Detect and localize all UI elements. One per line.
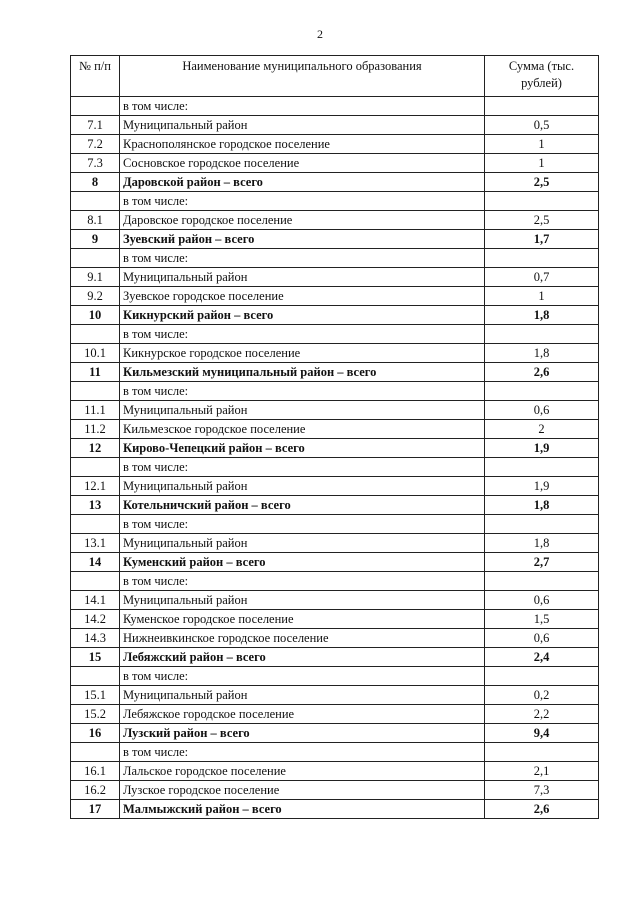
table-row: [71, 439, 599, 458]
row-sum: 2,4: [485, 648, 599, 667]
row-name: Котельничский район – всего: [120, 496, 485, 515]
row-name: Сосновское городское поселение: [120, 154, 485, 173]
budget-table: [70, 55, 599, 819]
table-row: [71, 534, 599, 553]
row-sum: 2,1: [485, 762, 599, 781]
row-name: Кирово-Чепецкий район – всего: [120, 439, 485, 458]
row-number: 14: [71, 553, 120, 572]
table-row: [71, 667, 599, 686]
row-name: в том числе:: [120, 667, 485, 686]
row-name: Муниципальный район: [120, 477, 485, 496]
row-name: Кильмезский муниципальный район – всего: [120, 363, 485, 382]
row-name: в том числе:: [120, 382, 485, 401]
row-name: Муниципальный район: [120, 591, 485, 610]
row-number: 10.1: [71, 344, 120, 363]
row-sum: [485, 382, 599, 401]
row-number: [71, 192, 120, 211]
table-row: [71, 306, 599, 325]
row-sum: [485, 458, 599, 477]
row-sum: 2,2: [485, 705, 599, 724]
table-row: [71, 705, 599, 724]
row-number: 12.1: [71, 477, 120, 496]
row-sum: 2,7: [485, 553, 599, 572]
row-number: [71, 667, 120, 686]
row-number: 9.1: [71, 268, 120, 287]
table-body: [71, 97, 599, 819]
row-name: в том числе:: [120, 192, 485, 211]
table-row: [71, 116, 599, 135]
row-number: [71, 743, 120, 762]
row-sum: 9,4: [485, 724, 599, 743]
row-number: [71, 458, 120, 477]
row-name: Лальское городское поселение: [120, 762, 485, 781]
row-sum: [485, 572, 599, 591]
table-row: [71, 211, 599, 230]
row-name: Муниципальный район: [120, 268, 485, 287]
table-row: [71, 363, 599, 382]
row-number: 15.1: [71, 686, 120, 705]
row-sum: 1,5: [485, 610, 599, 629]
row-name: Лебяжское городское поселение: [120, 705, 485, 724]
row-sum: [485, 325, 599, 344]
table-row: [71, 515, 599, 534]
row-number: 16: [71, 724, 120, 743]
row-number: 11.2: [71, 420, 120, 439]
row-number: 14.3: [71, 629, 120, 648]
row-name: Муниципальный район: [120, 116, 485, 135]
table-row: [71, 344, 599, 363]
table-row: [71, 192, 599, 211]
row-number: 13.1: [71, 534, 120, 553]
row-sum: 1: [485, 287, 599, 306]
row-name: в том числе:: [120, 515, 485, 534]
table-row: [71, 553, 599, 572]
row-sum: 7,3: [485, 781, 599, 800]
row-name: Муниципальный район: [120, 401, 485, 420]
table-row: [71, 230, 599, 249]
header-num: № п/п: [71, 56, 120, 97]
row-sum: 2: [485, 420, 599, 439]
row-number: 8: [71, 173, 120, 192]
table-row: [71, 762, 599, 781]
table-row: [71, 610, 599, 629]
row-number: 13: [71, 496, 120, 515]
row-number: [71, 382, 120, 401]
table-row: [71, 648, 599, 667]
row-number: [71, 515, 120, 534]
row-name: Куменский район – всего: [120, 553, 485, 572]
row-name: в том числе:: [120, 572, 485, 591]
table-header-row: [71, 56, 599, 97]
row-name: Кильмезское городское поселение: [120, 420, 485, 439]
row-number: [71, 325, 120, 344]
row-number: 7.2: [71, 135, 120, 154]
row-sum: 2,6: [485, 800, 599, 819]
table-row: [71, 458, 599, 477]
row-sum: 0,5: [485, 116, 599, 135]
row-name: Муниципальный район: [120, 534, 485, 553]
row-name: в том числе:: [120, 97, 485, 116]
row-number: 12: [71, 439, 120, 458]
row-sum: [485, 192, 599, 211]
table-row: [71, 743, 599, 762]
row-number: 15.2: [71, 705, 120, 724]
table-row: [71, 724, 599, 743]
row-sum: 0,6: [485, 629, 599, 648]
row-number: 7.3: [71, 154, 120, 173]
row-sum: [485, 667, 599, 686]
row-sum: [485, 515, 599, 534]
row-name: Кикнурский район – всего: [120, 306, 485, 325]
row-name: в том числе:: [120, 743, 485, 762]
table-row: [71, 154, 599, 173]
row-sum: 1: [485, 154, 599, 173]
row-number: 8.1: [71, 211, 120, 230]
row-number: 14.1: [71, 591, 120, 610]
row-number: 14.2: [71, 610, 120, 629]
table-row: [71, 591, 599, 610]
table-row: [71, 800, 599, 819]
row-number: 10: [71, 306, 120, 325]
row-number: 9.2: [71, 287, 120, 306]
table-row: [71, 572, 599, 591]
table-row: [71, 173, 599, 192]
row-name: Даровское городское поселение: [120, 211, 485, 230]
row-name: Зуевское городское поселение: [120, 287, 485, 306]
row-sum: 1,7: [485, 230, 599, 249]
row-number: [71, 97, 120, 116]
row-name: Лузский район – всего: [120, 724, 485, 743]
row-number: 17: [71, 800, 120, 819]
row-number: [71, 249, 120, 268]
row-number: 7.1: [71, 116, 120, 135]
row-number: 16.1: [71, 762, 120, 781]
table-row: [71, 420, 599, 439]
row-sum: 0,6: [485, 591, 599, 610]
table-row: [71, 325, 599, 344]
table-row: [71, 781, 599, 800]
table-row: [71, 287, 599, 306]
row-name: Даровской район – всего: [120, 173, 485, 192]
row-sum: 0,6: [485, 401, 599, 420]
row-name: Нижнеивкинское городское поселение: [120, 629, 485, 648]
header-sum: Сумма (тыс. рублей): [485, 56, 599, 97]
row-name: Куменское городское поселение: [120, 610, 485, 629]
row-name: Муниципальный район: [120, 686, 485, 705]
table-row: [71, 382, 599, 401]
row-number: [71, 572, 120, 591]
table-row: [71, 268, 599, 287]
table-row: [71, 629, 599, 648]
row-name: Лузское городское поселение: [120, 781, 485, 800]
row-sum: 1,8: [485, 496, 599, 515]
row-number: 16.2: [71, 781, 120, 800]
row-sum: 1,8: [485, 306, 599, 325]
table-row: [71, 135, 599, 154]
row-name: Малмыжский район – всего: [120, 800, 485, 819]
row-name: Лебяжский район – всего: [120, 648, 485, 667]
row-name: Краснополянское городское поселение: [120, 135, 485, 154]
table-row: [71, 249, 599, 268]
row-sum: 0,2: [485, 686, 599, 705]
row-sum: [485, 743, 599, 762]
row-sum: 1,9: [485, 477, 599, 496]
table-row: [71, 477, 599, 496]
table-row: [71, 401, 599, 420]
row-sum: 2,5: [485, 211, 599, 230]
row-name: Кикнурское городское поселение: [120, 344, 485, 363]
table-row: [71, 496, 599, 515]
row-sum: 1: [485, 135, 599, 154]
row-sum: 2,6: [485, 363, 599, 382]
row-sum: [485, 249, 599, 268]
row-sum: 0,7: [485, 268, 599, 287]
row-sum: 1,8: [485, 344, 599, 363]
row-sum: [485, 97, 599, 116]
table-row: [71, 97, 599, 116]
row-sum: 2,5: [485, 173, 599, 192]
page-number: 2: [317, 27, 323, 41]
row-number: 11: [71, 363, 120, 382]
row-number: 9: [71, 230, 120, 249]
row-name: в том числе:: [120, 325, 485, 344]
row-number: 11.1: [71, 401, 120, 420]
row-name: Зуевский район – всего: [120, 230, 485, 249]
row-sum: 1,9: [485, 439, 599, 458]
row-number: 15: [71, 648, 120, 667]
row-sum: 1,8: [485, 534, 599, 553]
row-name: в том числе:: [120, 458, 485, 477]
header-name: Наименование муниципального образования: [120, 56, 485, 97]
table-row: [71, 686, 599, 705]
row-name: в том числе:: [120, 249, 485, 268]
